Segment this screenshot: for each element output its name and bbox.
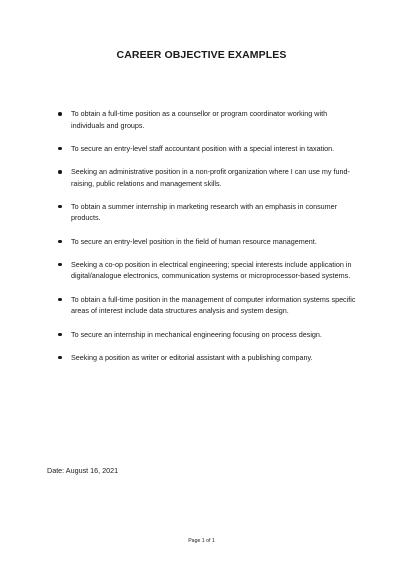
bullet-icon xyxy=(58,147,62,151)
list-item-text: To obtain a full-time position as a counsellor or program coordinator working with individuals and groups. xyxy=(71,109,328,130)
bullet-icon xyxy=(58,356,62,360)
document-date: Date: August 16, 2021 xyxy=(47,466,119,475)
list-item xyxy=(58,352,358,364)
bullet-icon xyxy=(58,170,62,174)
list-item-text: To obtain a summer internship in marketing research with an emphasis in consumer products. xyxy=(71,201,338,223)
bullet-icon xyxy=(58,333,62,337)
list-item-text: To secure an internship in mechanical engineering focusing on process design. xyxy=(71,329,322,339)
list-item-text: To obtain a full-time position in the management of computer information systems specific areas of interest include data structures analysis and system design. xyxy=(71,294,356,316)
list-item-text: Seeking a co-op position in electrical engineering; special interests include application in digital/analogue electronics, communication systems or microprocessor-based systems. xyxy=(71,259,352,281)
list-item-text: To secure an entry-level position in the field of human resource management. xyxy=(71,236,317,246)
page-number-footer: Page 1 of 1 xyxy=(188,538,215,544)
list-item xyxy=(58,166,358,189)
list-item xyxy=(58,143,358,155)
list-item xyxy=(58,259,358,282)
list-item-text: Seeking a position as writer or editorial assistant with a publishing company. xyxy=(71,352,313,362)
list-item-text: To secure an entry-level staff accountant position with a special interest in taxation. xyxy=(71,143,335,153)
list-item xyxy=(58,108,358,131)
list-item xyxy=(58,329,358,341)
bullet-icon xyxy=(58,240,62,244)
bullet-icon xyxy=(58,263,62,267)
bullet-icon xyxy=(58,112,62,116)
list-item xyxy=(58,236,358,248)
bullet-icon xyxy=(58,298,62,302)
bullet-icon xyxy=(58,205,62,209)
list-item xyxy=(58,294,358,317)
list-item-text: Seeking an administrative position in a non-profit organization where I can use my fund-raising, public relations and management skills. xyxy=(71,167,350,188)
page-title: CAREER OBJECTIVE EXAMPLES xyxy=(116,49,287,61)
objective-list xyxy=(58,108,358,375)
list-item xyxy=(58,201,358,224)
